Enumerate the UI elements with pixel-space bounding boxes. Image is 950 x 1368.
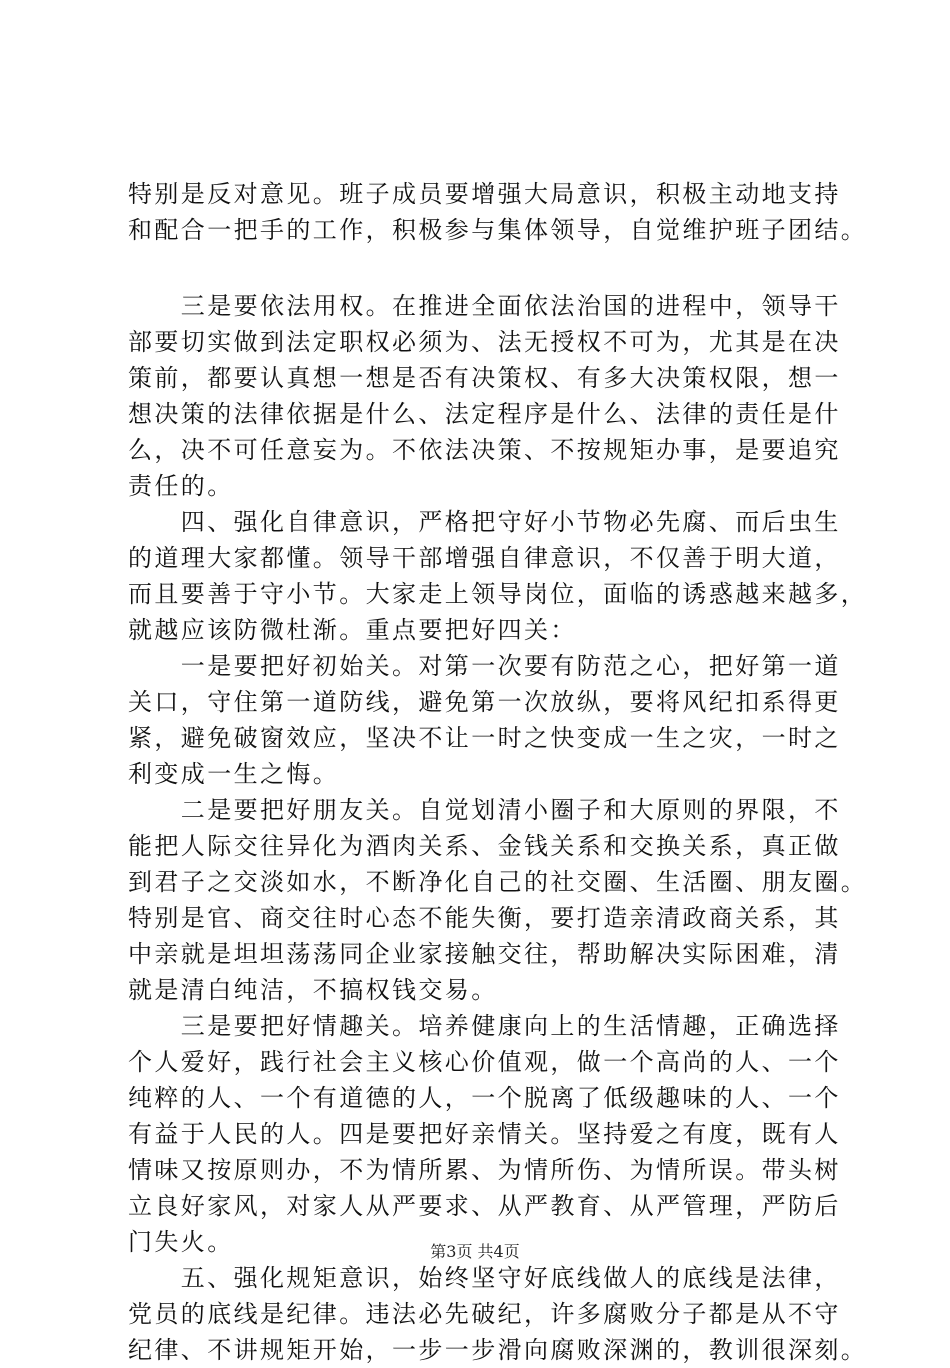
text-line: 三是要依法用权。在推进全面依法治国的进程中，领导干 <box>128 292 841 320</box>
text-line: 和配合一把手的工作，积极参与集体领导，自觉维护班子团结。 <box>128 216 868 244</box>
text-line: 二是要把好朋友关。自觉划清小圈子和大原则的界限，不 <box>128 796 841 824</box>
text-line: 纪律、不讲规矩开始，一步一步滑向腐败深渊的，教训很深刻。 <box>128 1336 868 1364</box>
text-line: 特别是官、商交往时心态不能失衡，要打造亲清政商关系，其 <box>128 904 841 932</box>
text-line: 利变成一生之悔。 <box>128 760 340 788</box>
text-line: 策前，都要认真想一想是否有决策权、有多大决策权限，想一 <box>128 364 841 392</box>
text-line: 情味又按原则办，不为情所累、为情所伤、为情所误。带头树 <box>128 1156 841 1184</box>
text-line: 关口，守住第一道防线，避免第一次放纵，要将风纪扣系得更 <box>128 688 841 716</box>
text-block-main <box>128 288 868 1368</box>
text-line: 就越应该防微杜渐。重点要把好四关： <box>128 616 577 644</box>
text-line: 紧，避免破窗效应，坚决不让一时之快变成一生之灾，一时之 <box>128 724 841 752</box>
text-line: 五、强化规矩意识，始终坚守好底线做人的底线是法律， <box>128 1264 841 1292</box>
text-line: 四、强化自律意识，严格把守好小节物必先腐、而后虫生 <box>128 508 841 536</box>
text-line: 的道理大家都懂。领导干部增强自律意识，不仅善于明大道， <box>128 544 841 572</box>
page-number-label: 第3页 共4页 <box>430 1242 520 1261</box>
text-line: 三是要把好情趣关。培养健康向上的生活情趣，正确选择 <box>128 1012 841 1040</box>
text-line: 责任的。 <box>128 472 234 500</box>
text-line: 想决策的法律依据是什么、法定程序是什么、法律的责任是什 <box>128 400 841 428</box>
text-line: 部要切实做到法定职权必须为、法无授权不可为，尤其是在决 <box>128 328 841 356</box>
text-line: 党员的底线是纪律。违法必先破纪，许多腐败分子都是从不守 <box>128 1300 841 1328</box>
text-line: 而且要善于守小节。大家走上领导岗位，面临的诱惑越来越多， <box>128 580 868 608</box>
text-line: 有益于人民的人。四是要把好亲情关。坚持爱之有度，既有人 <box>128 1120 841 1148</box>
text-block-top <box>128 176 868 248</box>
text-line: 中亲就是坦坦荡荡同企业家接触交往，帮助解决实际困难，清 <box>128 940 841 968</box>
text-line: 能把人际交往异化为酒肉关系、金钱关系和交换关系，真正做 <box>128 832 841 860</box>
text-line: 门失火。 <box>128 1228 234 1256</box>
page-footer <box>0 1242 950 1262</box>
text-line: 特别是反对意见。班子成员要增强大局意识，积极主动地支持 <box>128 180 841 208</box>
text-line: 么，决不可任意妄为。不依法决策、不按规矩办事，是要追究 <box>128 436 841 464</box>
text-line: 个人爱好，践行社会主义核心价值观，做一个高尚的人、一个 <box>128 1048 841 1076</box>
text-line: 到君子之交淡如水，不断净化自己的社交圈、生活圈、朋友圈。 <box>128 868 868 896</box>
text-line: 纯粹的人、一个有道德的人，一个脱离了低级趣味的人、一个 <box>128 1084 841 1112</box>
text-line: 立良好家风，对家人从严要求、从严教育、从严管理，严防后 <box>128 1192 841 1220</box>
text-line: 就是清白纯洁，不搞权钱交易。 <box>128 976 498 1004</box>
text-line: 一是要把好初始关。对第一次要有防范之心，把好第一道 <box>128 652 841 680</box>
